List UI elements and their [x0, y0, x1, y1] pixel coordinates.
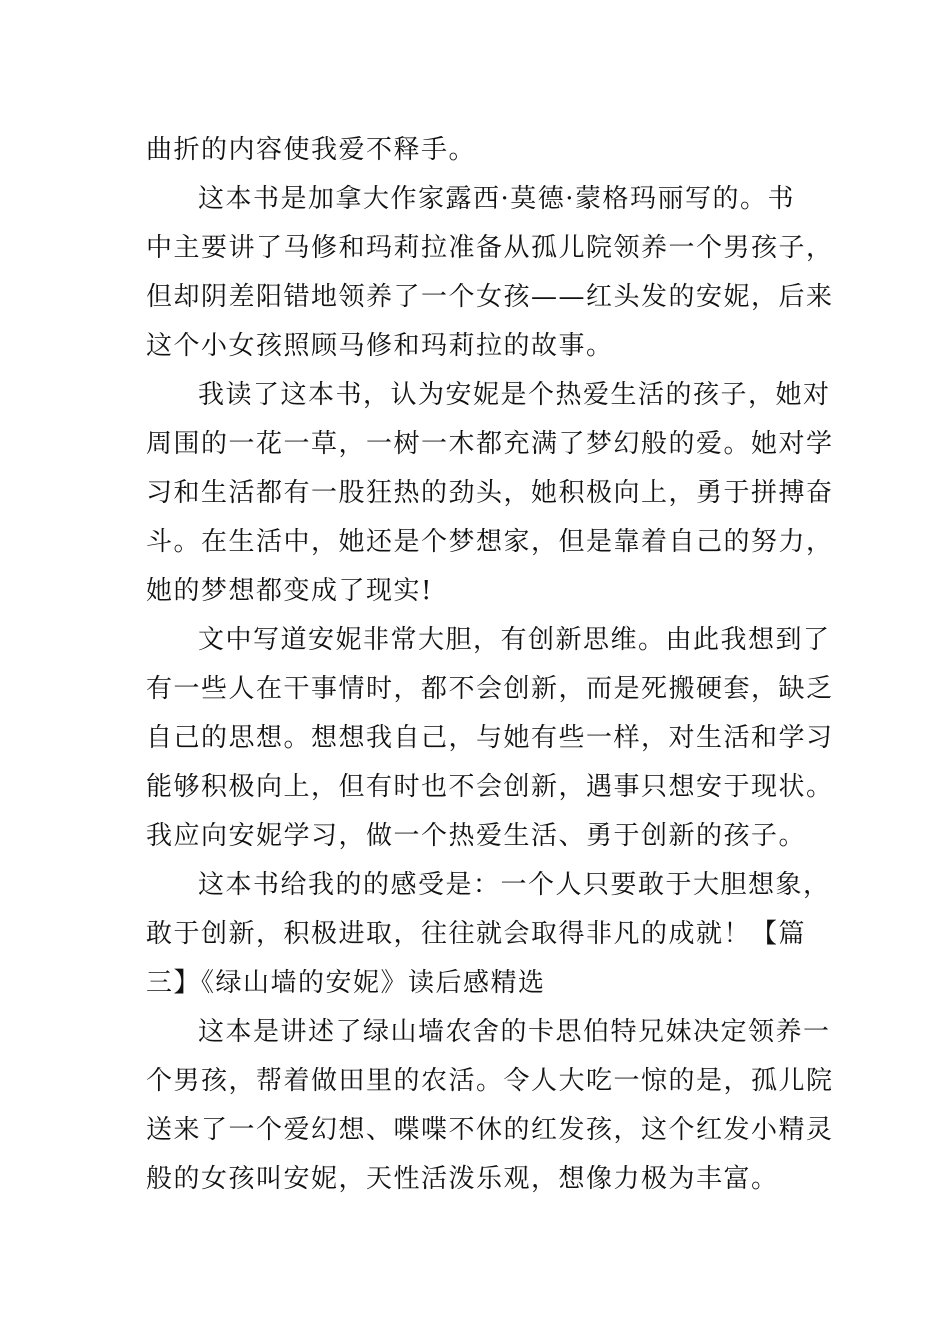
- text-line: 个男孩，帮着做田里的农活。令人大吃一惊的是，孤儿院: [146, 1066, 834, 1096]
- text-line: 这个小女孩照顾马修和玛莉拉的故事。: [146, 331, 614, 361]
- text-line: 曲折的内容使我爱不释手。: [146, 135, 477, 165]
- text-line: 自己的思想。想想我自己，与她有些一样，对生活和学习: [146, 723, 834, 753]
- body-text: [146, 126, 834, 1204]
- text-line: 般的女孩叫安妮，天性活泼乐观，想像力极为丰富。: [146, 1164, 779, 1194]
- text-line: 斗。在生活中，她还是个梦想家，但是靠着自己的努力，: [146, 527, 834, 557]
- text-line: 有一些人在干事情时，都不会创新，而是死搬硬套，缺乏: [146, 674, 834, 704]
- text-line: 但却阴差阳错地领养了一个女孩——红头发的安妮，后来: [146, 282, 834, 312]
- text-line: 她的梦想都变成了现实!: [146, 576, 433, 606]
- text-line: 习和生活都有一股狂热的劲头，她积极向上，勇于拼搏奋: [146, 478, 834, 508]
- text-line: 中主要讲了马修和玛莉拉准备从孤儿院领养一个男孩子，: [146, 233, 834, 263]
- text-line: 三】《绿山墙的安妮》读后感精选: [146, 968, 546, 998]
- text-line: 这本书是加拿大作家露西·莫德·蒙格玛丽写的。书: [198, 184, 796, 214]
- text-line: 能够积极向上，但有时也不会创新，遇事只想安于现状。: [146, 772, 834, 802]
- text-line: 我应向安妮学习，做一个热爱生活、勇于创新的孩子。: [146, 821, 807, 851]
- text-line: 这本书给我的的感受是：一个人只要敢于大胆想象，: [198, 870, 831, 900]
- text-line: 送来了一个爱幻想、喋喋不休的红发孩，这个红发小精灵: [146, 1115, 834, 1145]
- text-line: 文中写道安妮非常大胆，有创新思维。由此我想到了: [198, 625, 831, 655]
- text-line: 这本是讲述了绿山墙农舍的卡思伯特兄妹决定领养一: [198, 1017, 831, 1047]
- text-line: 我读了这本书，认为安妮是个热爱生活的孩子，她对: [198, 380, 831, 410]
- text-line: 周围的一花一草，一树一木都充满了梦幻般的爱。她对学: [146, 429, 834, 459]
- text-line: 敢于创新，积极进取，往往就会取得非凡的成就！【篇: [146, 919, 807, 949]
